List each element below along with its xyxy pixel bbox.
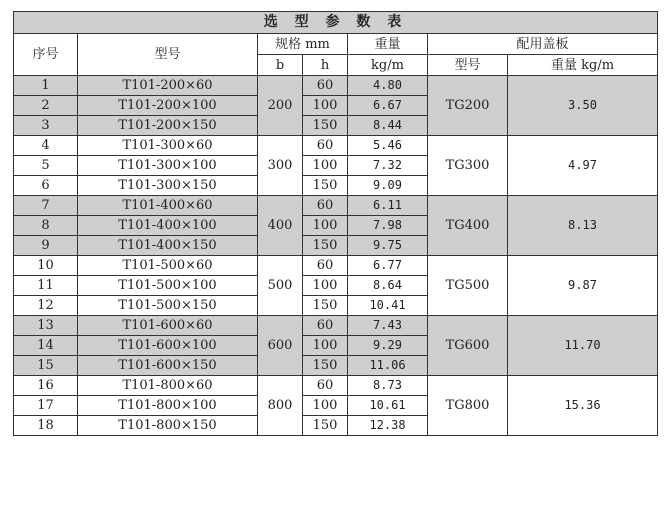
cell-weight: 9.09 xyxy=(348,176,428,196)
cell-model: T101-600×150 xyxy=(78,356,258,376)
cell-weight: 10.41 xyxy=(348,296,428,316)
cell-b: 600 xyxy=(258,316,303,376)
cell-weight: 8.44 xyxy=(348,116,428,136)
table-body xyxy=(14,76,658,436)
cell-seq: 4 xyxy=(14,136,78,156)
table-row xyxy=(14,376,658,396)
cell-model: T101-400×60 xyxy=(78,196,258,216)
cell-model: T101-300×100 xyxy=(78,156,258,176)
header-weight-unit: kg/m xyxy=(348,55,428,76)
cell-h: 150 xyxy=(303,236,348,256)
cell-model: T101-200×60 xyxy=(78,76,258,96)
cell-model: T101-600×100 xyxy=(78,336,258,356)
cell-b: 300 xyxy=(258,136,303,196)
cell-cover-weight: 11.70 xyxy=(508,316,658,376)
cell-h: 60 xyxy=(303,316,348,336)
table-row xyxy=(14,136,658,156)
table-title-row xyxy=(14,12,658,34)
cell-seq: 16 xyxy=(14,376,78,396)
table-row xyxy=(14,196,658,216)
cell-seq: 14 xyxy=(14,336,78,356)
cell-h: 150 xyxy=(303,296,348,316)
cell-seq: 1 xyxy=(14,76,78,96)
cell-h: 60 xyxy=(303,76,348,96)
header-cover-model: 型号 xyxy=(428,55,508,76)
cell-seq: 3 xyxy=(14,116,78,136)
cell-cover-weight: 15.36 xyxy=(508,376,658,436)
cell-model: T101-600×60 xyxy=(78,316,258,336)
cell-model: T101-800×150 xyxy=(78,416,258,436)
cell-cover-model: TG400 xyxy=(428,196,508,256)
header-h: h xyxy=(303,55,348,76)
cell-h: 150 xyxy=(303,116,348,136)
cell-weight: 9.75 xyxy=(348,236,428,256)
cell-weight: 7.43 xyxy=(348,316,428,336)
cell-weight: 4.80 xyxy=(348,76,428,96)
cell-h: 150 xyxy=(303,416,348,436)
cell-seq: 15 xyxy=(14,356,78,376)
cell-weight: 5.46 xyxy=(348,136,428,156)
header-seq: 序号 xyxy=(14,34,78,76)
cell-weight: 8.64 xyxy=(348,276,428,296)
cell-h: 100 xyxy=(303,396,348,416)
cell-seq: 12 xyxy=(14,296,78,316)
cell-cover-model: TG300 xyxy=(428,136,508,196)
header-spec: 规格 mm xyxy=(258,34,348,55)
table-row xyxy=(14,76,658,96)
cell-b: 200 xyxy=(258,76,303,136)
cell-weight: 10.61 xyxy=(348,396,428,416)
cell-b: 800 xyxy=(258,376,303,436)
cell-cover-weight: 8.13 xyxy=(508,196,658,256)
header-weight: 重量 xyxy=(348,34,428,55)
cell-h: 100 xyxy=(303,96,348,116)
cell-model: T101-300×150 xyxy=(78,176,258,196)
cell-b: 400 xyxy=(258,196,303,256)
cell-seq: 7 xyxy=(14,196,78,216)
cell-weight: 12.38 xyxy=(348,416,428,436)
header-model: 型号 xyxy=(78,34,258,76)
cell-model: T101-400×100 xyxy=(78,216,258,236)
cell-h: 100 xyxy=(303,336,348,356)
cell-cover-model: TG200 xyxy=(428,76,508,136)
header-cover-weight: 重量 kg/m xyxy=(508,55,658,76)
selection-parameter-table xyxy=(13,11,658,436)
selection-parameter-table-wrapper xyxy=(13,11,657,436)
cell-seq: 8 xyxy=(14,216,78,236)
cell-weight: 6.77 xyxy=(348,256,428,276)
cell-h: 100 xyxy=(303,216,348,236)
cell-weight: 8.73 xyxy=(348,376,428,396)
cell-h: 150 xyxy=(303,356,348,376)
table-row xyxy=(14,256,658,276)
cell-model: T101-800×100 xyxy=(78,396,258,416)
cell-weight: 6.67 xyxy=(348,96,428,116)
cell-seq: 10 xyxy=(14,256,78,276)
cell-seq: 17 xyxy=(14,396,78,416)
cell-weight: 7.32 xyxy=(348,156,428,176)
cell-model: T101-200×100 xyxy=(78,96,258,116)
cell-weight: 9.29 xyxy=(348,336,428,356)
cell-weight: 7.98 xyxy=(348,216,428,236)
cell-seq: 11 xyxy=(14,276,78,296)
cell-h: 150 xyxy=(303,176,348,196)
cell-model: T101-400×150 xyxy=(78,236,258,256)
cell-cover-weight: 9.87 xyxy=(508,256,658,316)
cell-cover-model: TG600 xyxy=(428,316,508,376)
cell-model: T101-500×60 xyxy=(78,256,258,276)
cell-model: T101-300×60 xyxy=(78,136,258,156)
cell-weight: 11.06 xyxy=(348,356,428,376)
cell-cover-weight: 4.97 xyxy=(508,136,658,196)
cell-h: 60 xyxy=(303,256,348,276)
cell-seq: 6 xyxy=(14,176,78,196)
cell-h: 100 xyxy=(303,156,348,176)
cell-b: 500 xyxy=(258,256,303,316)
cell-seq: 9 xyxy=(14,236,78,256)
cell-seq: 5 xyxy=(14,156,78,176)
cell-model: T101-500×100 xyxy=(78,276,258,296)
header-b: b xyxy=(258,55,303,76)
cell-model: T101-200×150 xyxy=(78,116,258,136)
cell-model: T101-500×150 xyxy=(78,296,258,316)
cell-cover-model: TG500 xyxy=(428,256,508,316)
cell-cover-model: TG800 xyxy=(428,376,508,436)
cell-cover-weight: 3.50 xyxy=(508,76,658,136)
header-row-1 xyxy=(14,34,658,55)
table-row xyxy=(14,316,658,336)
cell-h: 60 xyxy=(303,136,348,156)
cell-seq: 18 xyxy=(14,416,78,436)
cell-seq: 2 xyxy=(14,96,78,116)
cell-model: T101-800×60 xyxy=(78,376,258,396)
table-title: 选 型 参 数 表 xyxy=(14,12,658,34)
cell-seq: 13 xyxy=(14,316,78,336)
cell-h: 60 xyxy=(303,196,348,216)
cell-h: 60 xyxy=(303,376,348,396)
cell-h: 100 xyxy=(303,276,348,296)
header-cover: 配用盖板 xyxy=(428,34,658,55)
cell-weight: 6.11 xyxy=(348,196,428,216)
